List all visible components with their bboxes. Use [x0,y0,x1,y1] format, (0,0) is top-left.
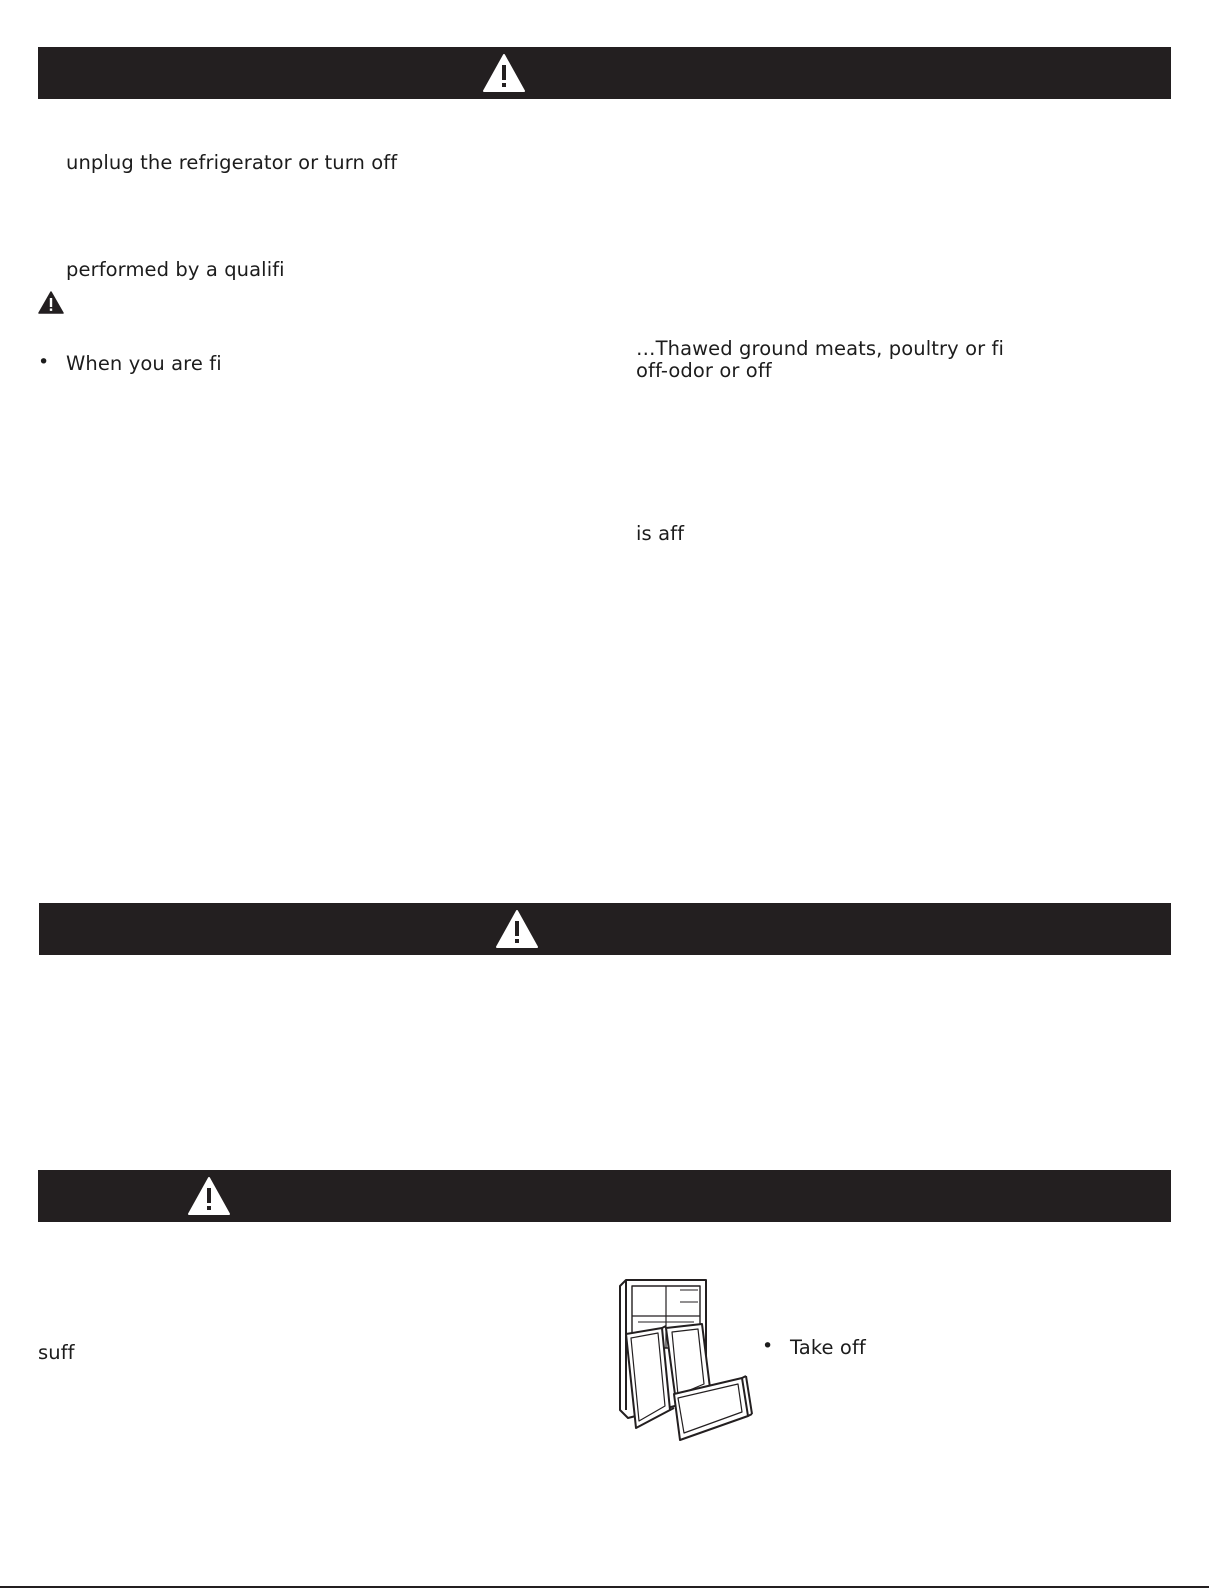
warning-banner-2 [39,903,1171,955]
warning-triangle-icon [38,291,64,314]
text-suff: suff [38,1341,75,1364]
text-unplug: unplug the refrigerator or turn off [66,151,398,174]
text-take-off: Take off [790,1336,866,1359]
warning-banner-1 [38,47,1171,99]
text-thawed-meats: …Thawed ground meats, poultry or fi [636,337,1004,360]
bullet-glyph: • [762,1335,774,1357]
page-bottom-rule [0,1586,1209,1588]
text-off-odor: off-odor or off [636,359,772,382]
text-is-aff: is aff [636,522,685,545]
warning-triangle-icon [495,909,539,949]
text-when-you-are: When you are fi [66,352,222,375]
bullet-glyph: • [38,351,50,373]
warning-triangle-icon [187,1176,231,1216]
text-performed: performed by a qualifi [66,258,285,281]
warning-triangle-icon [482,53,526,93]
warning-banner-3 [38,1170,1171,1222]
refrigerator-doors-open-illustration [618,1278,756,1448]
